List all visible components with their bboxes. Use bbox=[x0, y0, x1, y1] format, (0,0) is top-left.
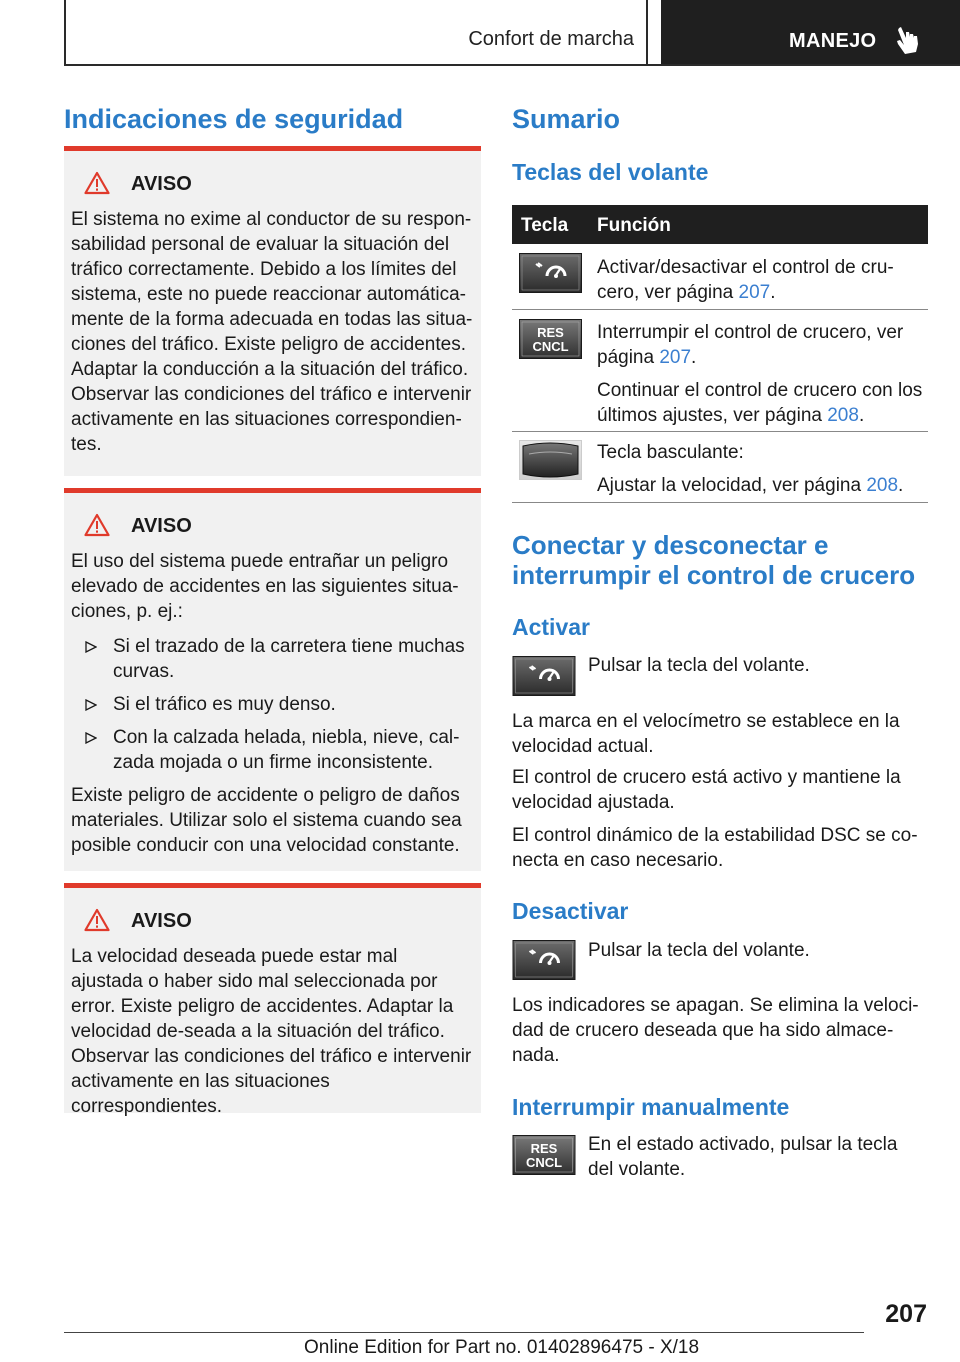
list-item: Si el tráfico es muy denso. bbox=[71, 692, 473, 717]
footer-edition: Online Edition for Part no. 01402896475 - X/18 bbox=[304, 1337, 700, 1358]
heading-interrumpir: Interrumpir manualmente bbox=[512, 1094, 790, 1120]
warning-text: La velocidad deseada puede estar mal ajustada o haber sido mal seleccionada por error. Existe peligro de accidentes. Adaptar la velocidad de-seada a la situación del tráfico. Observar las condiciones del tráfico e intervenir activamente en las situaciones correspondientes. bbox=[71, 946, 472, 1117]
warning-box-3 bbox=[64, 883, 481, 1117]
warning-triangle-icon bbox=[84, 171, 110, 195]
left-column-title: Indicaciones de seguridad bbox=[64, 104, 404, 134]
list-item: Si el trazado de la carretera tiene muchas curvas. bbox=[71, 634, 473, 684]
footer-rule bbox=[64, 1332, 864, 1333]
warning-outro: Existe peligro de accidente o peligro de daños materiales. Utilizar solo el sistema cuando sea posible conducir con una velocidad constante. bbox=[71, 785, 462, 856]
row-divider bbox=[512, 431, 928, 432]
svg-text:CNCL: CNCL bbox=[525, 1155, 563, 1170]
desactivar-key-desc: Pulsar la tecla del volante. bbox=[588, 940, 810, 961]
warning-text: El sistema no exime al conductor de su respon-sabilidad personal de evaluar la situación del tráfico correctamente. Debido a los límites del sistema, este no puede reaccionar automática-mente de la forma adecuada en todas las situa-ciones del tráfico. Existe peligro de accidentes. Adaptar la conducción a la situación del tráfico. Observar las condiciones del tráfico e intervenir activamente en las situaciones correspondien-tes. bbox=[71, 209, 473, 455]
table-row: Interrumpir el control de crucero, ver página 207. Continuar el control de crucero con los últimos ajustes, ver página 208. bbox=[597, 322, 923, 426]
svg-text:RES: RES bbox=[530, 1141, 558, 1156]
res-cncl-icon bbox=[512, 1135, 576, 1175]
right-column-title: Sumario bbox=[512, 104, 621, 134]
row-divider bbox=[512, 309, 928, 310]
table-subtitle: Teclas del volante bbox=[512, 159, 709, 185]
heading-desactivar: Desactivar bbox=[512, 898, 629, 924]
warning-label: AVISO bbox=[131, 515, 192, 537]
warning-triangle-icon bbox=[84, 513, 110, 537]
rocker-switch-icon bbox=[519, 440, 582, 480]
activar-para-2: El control de crucero está activo y mantiene la velocidad ajustada. bbox=[512, 767, 901, 813]
section-title-connect: Conectar y desconectar e interrumpir el control de crucero bbox=[512, 530, 916, 590]
header-chapter-tab bbox=[661, 0, 960, 66]
section-tab-label: Confort de marcha bbox=[468, 28, 634, 50]
warning-intro: El uso del sistema puede entrañar un peligro elevado de accidentes en las siguientes situa-ciones, p. ej.: bbox=[71, 551, 459, 622]
page-number: 207 bbox=[885, 1300, 927, 1328]
page-link-208[interactable]: 208 bbox=[866, 475, 899, 496]
list-item: Con la calzada helada, niebla, nieve, cal-zada mojada o un firme inconsistente. bbox=[71, 725, 473, 775]
cruise-control-icon bbox=[519, 253, 582, 293]
activar-para-1: La marca en el velocímetro se establece en la velocidad actual. bbox=[512, 711, 900, 757]
bullet-triangle-icon bbox=[85, 699, 97, 711]
table-row: Activar/desactivar el control de cru-cero, ver página 207. bbox=[597, 257, 894, 303]
page-link-207[interactable]: 207 bbox=[738, 282, 771, 303]
column-header-key: Tecla bbox=[521, 215, 569, 236]
key-table-header bbox=[512, 205, 928, 244]
desactivar-para-1: Los indicadores se apagan. Se elimina la veloci-dad de crucero deseada que ha sido almace-nada. bbox=[512, 995, 919, 1066]
svg-text:CNCL: CNCL bbox=[532, 339, 569, 354]
chapter-tab-label: MANEJO bbox=[789, 30, 877, 52]
bullet-triangle-icon bbox=[85, 641, 97, 653]
activar-key-desc: Pulsar la tecla del volante. bbox=[588, 655, 810, 676]
warning-box-2 bbox=[64, 488, 481, 871]
page-link-207[interactable]: 207 bbox=[659, 347, 692, 368]
warning-triangle-icon bbox=[84, 908, 110, 932]
res-cncl-icon bbox=[519, 319, 582, 359]
row-divider bbox=[512, 502, 928, 503]
svg-text:RES: RES bbox=[537, 325, 564, 340]
header-rule bbox=[64, 64, 960, 66]
warning-box-1 bbox=[64, 146, 481, 476]
column-header-function: Función bbox=[597, 215, 671, 236]
warning-label: AVISO bbox=[131, 910, 192, 932]
interrumpir-key-desc: En el estado activado, pulsar la tecla del volante. bbox=[588, 1134, 898, 1180]
cruise-control-icon bbox=[512, 656, 576, 696]
bullet-triangle-icon bbox=[85, 732, 97, 744]
heading-activar: Activar bbox=[512, 614, 590, 640]
hand-pointer-icon bbox=[893, 24, 923, 58]
warning-label: AVISO bbox=[131, 173, 192, 195]
table-row: Tecla basculante: Ajustar la velocidad, ver página 208. bbox=[597, 442, 904, 496]
cruise-control-icon bbox=[512, 940, 576, 980]
activar-para-3: El control dinámico de la estabilidad DSC se co-necta en caso necesario. bbox=[512, 825, 918, 871]
header-section-tab bbox=[64, 0, 648, 64]
page-link-208[interactable]: 208 bbox=[827, 405, 859, 426]
